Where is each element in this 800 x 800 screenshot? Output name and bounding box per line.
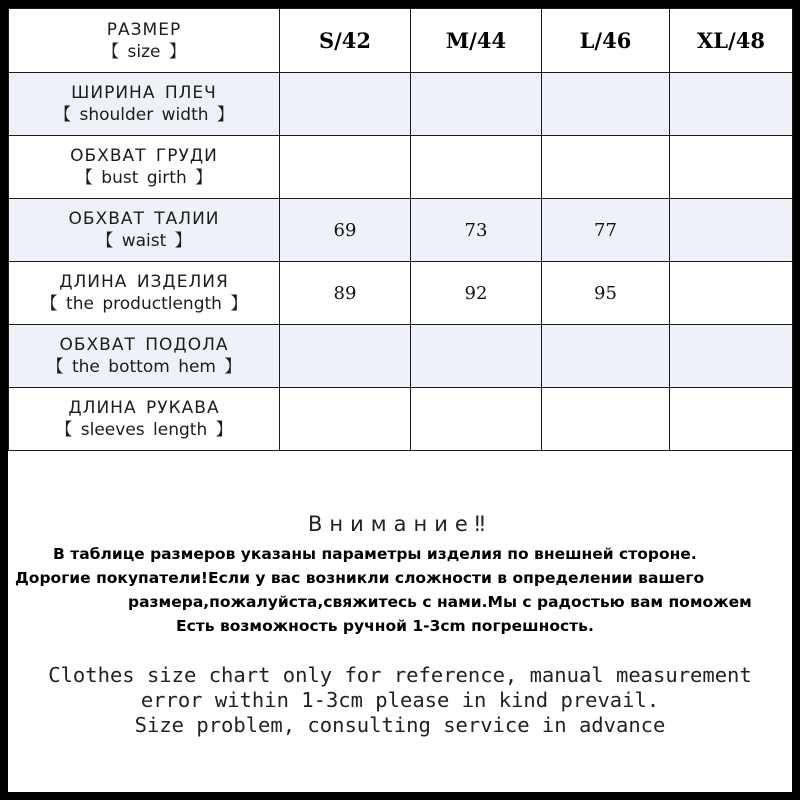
- size-header-xl: XL/48: [670, 9, 793, 73]
- english-notice-line: error within 1-3cm please in kind prevail.: [140, 688, 660, 712]
- value-cell: 77: [542, 199, 670, 262]
- row-label-cell: [9, 73, 280, 136]
- value-cell: [542, 388, 670, 451]
- value-cell: [411, 388, 542, 451]
- value-cell: [542, 73, 670, 136]
- table-row-shoulder-width: [9, 73, 793, 136]
- header-label-cell: [9, 9, 280, 73]
- value-cell: [411, 73, 542, 136]
- row-label-sub: 【 sleeves length 】: [55, 420, 233, 440]
- notice-ru-line: Есть возможность ручной 1-3cm погрешность.: [176, 617, 594, 635]
- notice-title: Внимание‼: [308, 512, 492, 536]
- value-cell: [670, 325, 793, 388]
- size-header-l: L/46: [542, 9, 670, 73]
- value-cell: 73: [411, 199, 542, 262]
- value-cell: [542, 136, 670, 199]
- value-cell: [670, 262, 793, 325]
- table-row-waist: [9, 199, 793, 262]
- row-label-cell: [9, 136, 280, 199]
- row-label-main: ДЛИНА РУКАВА: [68, 398, 220, 418]
- table-header-row: [9, 9, 793, 73]
- row-label-sub: 【 shoulder width 】: [54, 105, 234, 125]
- value-cell: [670, 388, 793, 451]
- value-cell: [670, 136, 793, 199]
- header-label-main: РАЗМЕР: [106, 19, 182, 40]
- table-row-sleeves-length: [9, 388, 793, 451]
- row-label-sub: 【 waist 】: [96, 231, 192, 251]
- row-label-main: ШИРИНА ПЛЕЧ: [71, 83, 217, 103]
- value-cell: 69: [280, 199, 411, 262]
- value-cell: [411, 325, 542, 388]
- row-label-main: ОБХВАТ ПОДОЛА: [59, 335, 229, 355]
- size-table: [8, 8, 793, 451]
- row-label-main: ОБХВАТ ТАЛИИ: [68, 209, 220, 229]
- value-cell: 95: [542, 262, 670, 325]
- value-cell: [670, 199, 793, 262]
- table-row-product-length: [9, 262, 793, 325]
- value-cell: [670, 73, 793, 136]
- row-label-sub: 【 bust girth 】: [75, 168, 213, 188]
- notice-section: [8, 508, 792, 638]
- value-cell: 89: [280, 262, 411, 325]
- header-label-sub: 【 size 】: [102, 41, 186, 62]
- row-label-sub: 【 the bottom hem 】: [46, 357, 242, 377]
- value-cell: [280, 325, 411, 388]
- value-cell: [280, 136, 411, 199]
- row-label-cell: [9, 388, 280, 451]
- table-row-bottom-hem: [9, 325, 793, 388]
- value-cell: [280, 73, 411, 136]
- value-cell: 92: [411, 262, 542, 325]
- row-label-cell: [9, 262, 280, 325]
- notice-ru-line: В таблице размеров указаны параметры изделия по внешней стороне.: [53, 545, 697, 563]
- size-header-m: M/44: [411, 9, 542, 73]
- english-notice-line: Size problem, consulting service in advance: [134, 713, 666, 737]
- row-label-main: ДЛИНА ИЗДЕЛИЯ: [59, 272, 229, 292]
- row-label-cell: [9, 199, 280, 262]
- value-cell: [280, 388, 411, 451]
- english-notice-line: Clothes size chart only for reference, manual measurement: [48, 663, 752, 687]
- notice-ru-line: размера,пожалуйста,свяжитесь с нами.Мы с радостью вам поможем: [128, 593, 752, 611]
- row-label-cell: [9, 325, 280, 388]
- value-cell: [411, 136, 542, 199]
- notice-ru-line: Дорогие покупатели!Если у вас возникли сложности в определении вашего: [15, 569, 705, 587]
- english-notice: [8, 663, 792, 738]
- row-label-sub: 【 the productlength 】: [40, 294, 248, 314]
- table-row-bust-girth: [9, 136, 793, 199]
- value-cell: [542, 325, 670, 388]
- row-label-main: ОБХВАТ ГРУДИ: [70, 146, 218, 166]
- size-header-s: S/42: [280, 9, 411, 73]
